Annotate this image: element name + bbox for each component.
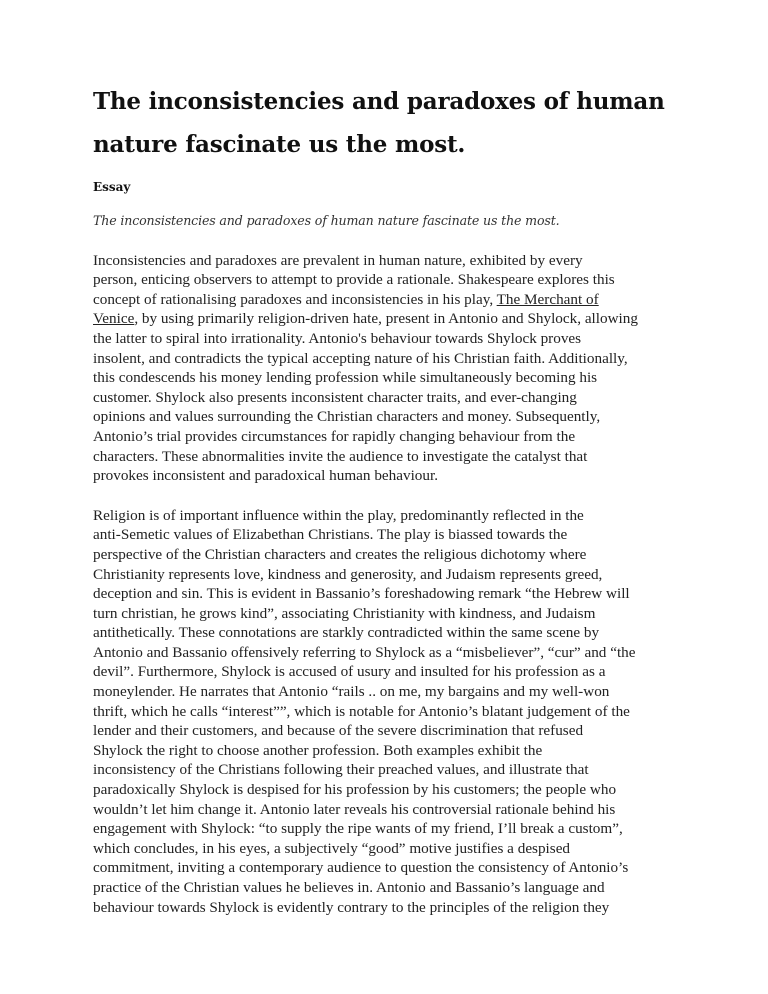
paragraph-intro: [93, 251, 683, 486]
text-line: [93, 309, 683, 329]
essay-prompt: The inconsistencies and paradoxes of human nature fascinate us the most.: [93, 213, 560, 228]
text-line: Inconsistencies and paradoxes are prevalent in human nature, exhibited by every: [93, 251, 583, 269]
text-line: Shylock the right to choose another profession. Both examples exhibit the: [93, 741, 543, 759]
text-line: antithetically. These connotations are starkly contradicted within the same scene by: [93, 624, 600, 642]
text-line: opinions and values surrounding the Christian characters and money. Subsequently,: [93, 408, 601, 426]
text-line: paradoxically Shylock is despised for his profession by his customers; the people who: [93, 781, 617, 799]
document-title: [93, 80, 683, 166]
text-line: practice of the Christian values he believes in. Antonio and Bassanio’s language and: [93, 879, 605, 896]
document-page: [93, 80, 683, 917]
text-line: thrift, which he calls “interest””, which is notable for Antonio’s blatant judgement of the: [93, 702, 630, 720]
title-line: The inconsistencies and paradoxes of human: [93, 88, 665, 115]
text-line: inconsistency of the Christians following their preached values, and illustrate that: [93, 761, 589, 779]
text-line: Religion is of important influence within the play, predominantly reflected in the: [93, 506, 584, 524]
text-line: turn christian, he grows kind”, associating Christianity with kindness, and Judaism: [93, 604, 596, 622]
text-line: lender and their customers, and because of the severe discrimination that refused: [93, 722, 584, 740]
text-segment: concept of rationalising paradoxes and inconsistencies in his play,: [93, 290, 497, 308]
text-line: moneylender. He narrates that Antonio “rails .. on me, my bargains and my well-won: [93, 683, 610, 701]
paragraph-religion: [93, 506, 683, 917]
section-label: Essay: [93, 180, 131, 194]
text-line: person, enticing observers to attempt to provide a rationale. Shakespeare explores this: [93, 271, 615, 289]
text-line: Antonio and Bassanio offensively referring to Shylock as a “misbeliever”, “cur” and “the: [93, 643, 636, 661]
text-line: this condescends his money lending profession while simultaneously becoming his: [93, 369, 598, 387]
text-line: [93, 290, 683, 310]
text-line: the latter to spiral into irrationality. Antonio's behaviour towards Shylock proves: [93, 329, 582, 347]
text-line: deception and sin. This is evident in Bassanio’s foreshadowing remark “the Hebrew will: [93, 585, 630, 603]
text-line: which concludes, in his eyes, a subjectively “good” motive justifies a despised: [93, 839, 571, 857]
play-title-underlined: Venice: [93, 310, 135, 328]
play-title-underlined: The Merchant of: [496, 290, 599, 308]
text-segment: , by using primarily religion-driven hate, present in Antonio and Shylock, allowing: [134, 310, 638, 328]
text-line: characters. These abnormalities invite the audience to investigate the catalyst that: [93, 447, 588, 465]
text-line: insolent, and contradicts the typical accepting nature of his Christian faith. Additionally,: [93, 349, 628, 367]
text-line: devil”. Furthermore, Shylock is accused of usury and insulted for his profession as a: [93, 663, 606, 681]
text-line: engagement with Shylock: “to supply the ripe wants of my friend, I’ll break a custom”,: [93, 820, 623, 838]
text-line: wouldn’t let him change it. Antonio later reveals his controversial rationale behind his: [93, 800, 616, 818]
text-line: commitment, inviting a contemporary audience to question the consistency of Antonio’s: [93, 859, 629, 877]
text-line: Christianity represents love, kindness and generosity, and Judaism represents greed,: [93, 565, 603, 583]
text-line: behaviour towards Shylock is evidently contrary to the principles of the religion they: [93, 898, 610, 916]
text-line: Antonio’s trial provides circumstances for rapidly changing behaviour from the: [93, 427, 576, 445]
title-line: nature fascinate us the most.: [93, 131, 466, 158]
text-line: anti-Semetic values of Elizabethan Christians. The play is biassed towards the: [93, 526, 568, 544]
text-line: provokes inconsistent and paradoxical human behaviour.: [93, 467, 439, 485]
text-line: perspective of the Christian characters and creates the religious dichotomy where: [93, 545, 587, 563]
text-line: customer. Shylock also presents inconsistent character traits, and ever-changing: [93, 388, 577, 406]
